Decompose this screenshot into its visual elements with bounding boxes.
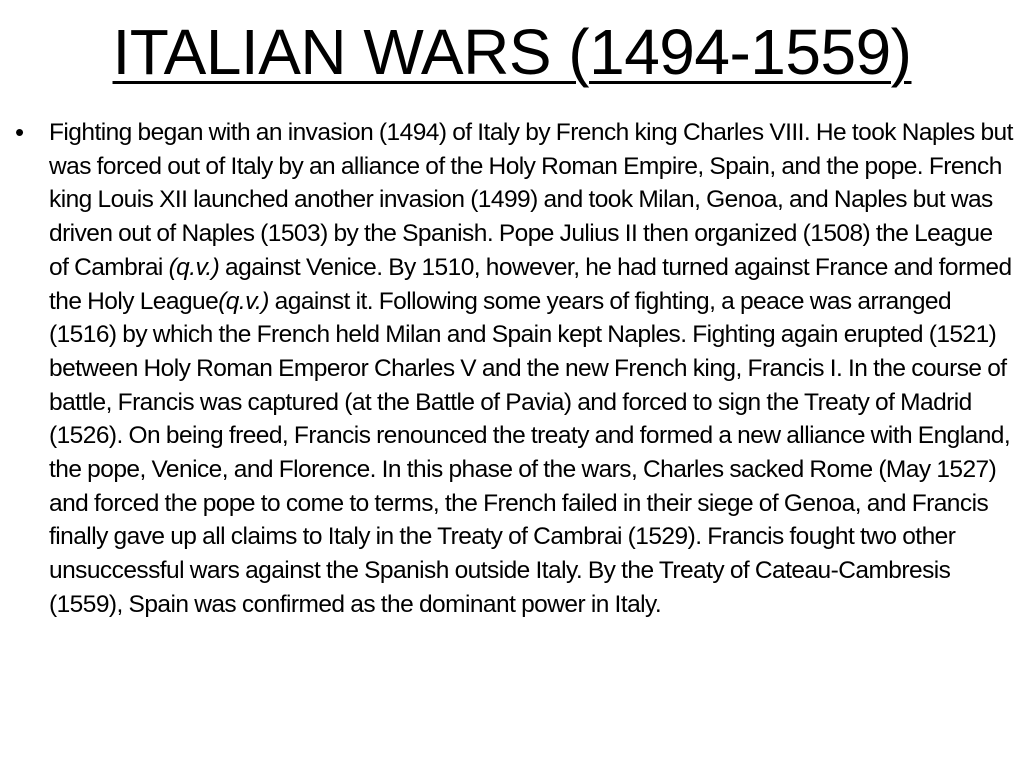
bullet-icon: • bbox=[15, 117, 24, 147]
paragraph-text-2: against Venice. By 1510, however, he had turned against France and formed the Holy League bbox=[49, 253, 1012, 315]
paragraph-text-3: against it. Following some years of fighting, a peace was arranged (1516) by which the French held Milan and Spain kept Naples. Fighting again erupted (1521) between Holy Roman Emperor Charles V and the new French king, Francis I. In the course of battle, Francis was captured (at the Battle of Pavia) and forced to sign the Treaty of Madrid (1526). On being freed, Francis renounced the treaty and formed a new alliance with England, the pope, Venice, and Florence. In this phase of the wars, Charles sacked Rome (May 1527) and forced the pope to come to terms, the French failed in their siege of Genoa, and Francis finally gave up all claims to Italy in the Treaty of Cambrai (1529). Francis fought two other unsuccessful wars against the Spanish outside Italy. By the Treaty of Cateau-Cambresis (1559), Spain was confirmed as the dominant power in Italy. bbox=[49, 287, 1011, 618]
qv-reference-1: (q.v.) bbox=[168, 253, 220, 281]
slide-title-text: ITALIAN WARS (1494-1559) bbox=[112, 16, 912, 88]
bullet-list bbox=[0, 116, 1024, 622]
bullet-item bbox=[0, 116, 1024, 622]
qv-reference-2: (q.v.) bbox=[218, 287, 269, 315]
slide-title bbox=[0, 10, 1024, 94]
paragraph-text-1: Fighting began with an invasion (1494) of Italy by French king Charles VIII. He took Naples but was forced out of Italy by an alliance of the Holy Roman Empire, Spain, and the pope. French king Louis XII launched another invasion (1499) and took Milan, Genoa, and Naples but was driven out of Naples (1503) by the Spanish. Pope Julius II then organized (1508) the League of Cambrai bbox=[49, 119, 1013, 281]
